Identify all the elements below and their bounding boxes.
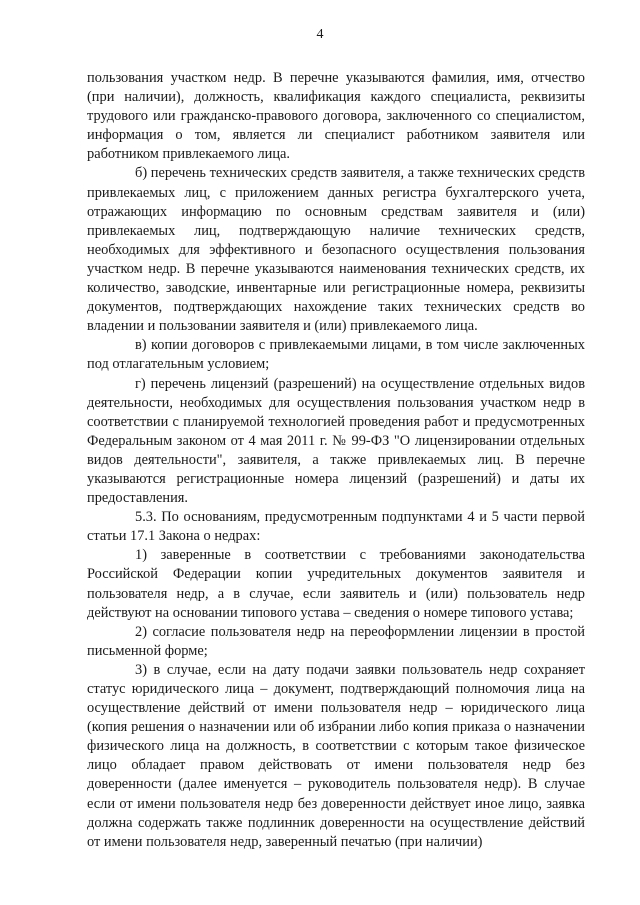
paragraph-item-b: б) перечень технических средств заявителя, а также технических средств привлекаемых лиц, с приложением данных регистра бухгалтерского учета, отражающих информацию по основным средствам заявителя и (или) привлекаемых лиц, подтверждающую наличие технических средств, необходимых для эффективного и безопасного осуществления пользования участком недр. В перечне указываются наименования технических средств, их количество, заводские, инвентарные или регистрационные номера, реквизиты документов, подтверждающих нахождение таких технических средств во владении и пользовании заявителя и (или) привлекаемого лица. xyxy=(87,165,585,335)
paragraph-item-g: г) перечень лицензий (разрешений) на осуществление отдельных видов деятельности, необходимых для осуществления пользования участком недр в соответствии с планируемой технологией проведения работ и предусмотренных Федеральным законом от 4 мая 2011 г. № 99-ФЗ "О лицензировании отдельных видов деятельности", заявителя, а также привлекаемых лиц. В перечне указываются регистрационные номера лицензий (разрешений) и даты их предоставления. xyxy=(87,375,585,507)
page-number: 4 xyxy=(316,27,324,42)
paragraph-continuation: пользования участком недр. В перечне указываются фамилия, имя, отчество (при наличии), должность, квалификация каждого специалиста, реквизиты трудового или гражданско-правового договора, заключенного со специалистом, информация о том, является ли специалист работником заявителя или работником привлекаемого лица. xyxy=(87,70,585,163)
paragraph-item-v: в) копии договоров с привлекаемыми лицами, в том числе заключенных под отлагательным условием; xyxy=(87,337,585,373)
paragraph-item-2: 2) согласие пользователя недр на переоформлении лицензии в простой письменной форме; xyxy=(87,623,585,659)
paragraph-section-5-3: 5.3. По основаниям, предусмотренным подпунктами 4 и 5 части первой статьи 17.1 Закона о недрах: xyxy=(87,509,585,545)
paragraph-item-3: 3) в случае, если на дату подачи заявки пользователь недр сохраняет статус юридического лица – документ, подтверждающий полномочия лица на осуществление действий от имени пользователя недр – юридического лица (копия решения о назначении или об избрании либо копия приказа о назначении физического лица на должность, в соответствии с которым такое физическое лицо обладает правом действовать от имени пользователя недр без доверенности (далее именуется – руководитель пользователя недр). В случае если от имени пользователя недр без доверенности действует иное лицо, заявка должна содержать также подлинник доверенности на осуществление действий от имени пользователя недр, заверенный печатью (при наличии) xyxy=(87,661,585,850)
paragraph-item-1: 1) заверенные в соответствии с требованиями законодательства Российской Федерации копии учредительных документов заявителя и пользователя недр, а в случае, если заявитель и (или) пользователь недр действуют на основании типового устава – сведения о номере типового устава; xyxy=(87,547,585,621)
document-body xyxy=(87,69,585,852)
